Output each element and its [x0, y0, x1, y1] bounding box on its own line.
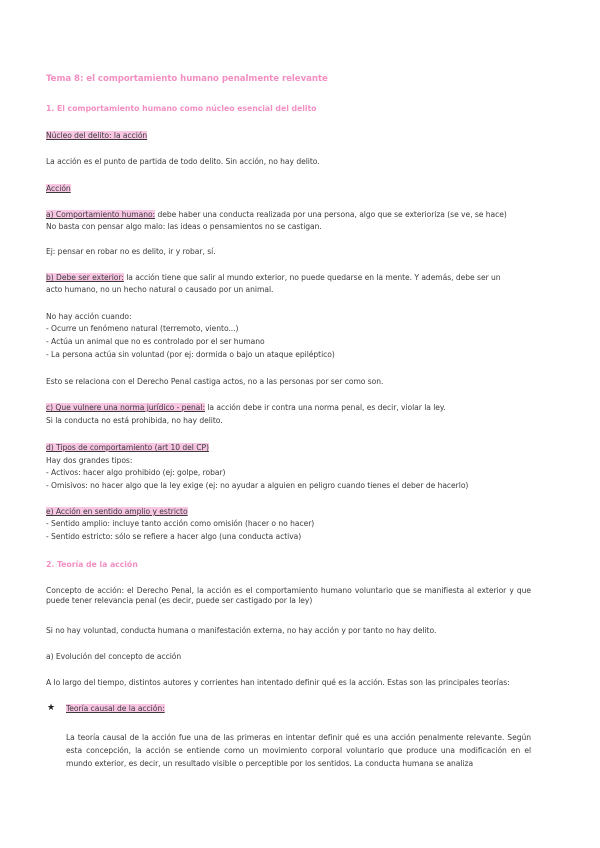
- point-b-line2: acto humano, no un hecho natural o causado por un animal.: [46, 285, 274, 294]
- point-b-text: la acción tiene que salir al mundo exterior, no puede quedarse en la mente. Y además, debe ser un: [123, 273, 501, 282]
- list-item: - Omisivos: no hacer algo que la ley exige (ej: no ayudar a alguien en peligro cuando tienes el deber de hacerlo): [46, 481, 469, 490]
- section-2-heading: 2. Teoría de la acción: [46, 560, 138, 569]
- teoria-causal-highlight: Teoría causal de la acción:: [66, 704, 165, 713]
- star-icon: ★: [47, 703, 56, 713]
- list-item: - Activos: hacer algo prohibido (ej: golpe, robar): [46, 468, 226, 477]
- teoria-causal-label: [66, 704, 165, 714]
- nucleo-text: La acción es el punto de partida de todo delito. Sin acción, no hay delito.: [46, 157, 320, 166]
- point-d-label-line: [46, 443, 209, 453]
- point-c-label: c) Que vulnere una norma jurídico - penal:: [46, 403, 205, 412]
- point-a-line2: No basta con pensar algo malo: las ideas o pensamientos no se castigan.: [46, 222, 322, 231]
- point-c-line1: [46, 403, 446, 413]
- point-c-text: la acción debe ir contra una norma penal, es decir, violar la ley.: [204, 403, 446, 412]
- point-e-label-line: [46, 507, 188, 517]
- point-a-label: a) Comportamiento humano:: [46, 210, 156, 219]
- point-b-label: b) Debe ser exterior:: [46, 273, 124, 282]
- list-item: - Sentido amplio: incluye tanto acción como omisión (hacer o no hacer): [46, 519, 315, 528]
- point-b-line1: [46, 273, 501, 283]
- point-b-note: Esto se relaciona con el Derecho Penal castiga actos, no a las personas por ser como son.: [46, 377, 384, 386]
- evolucion-heading: a) Evolución del concepto de acción: [46, 652, 182, 661]
- point-a-line1: [46, 210, 507, 220]
- accion-highlight: Acción: [46, 184, 71, 193]
- point-a-example: Ej: pensar en robar no es delito, ir y robar, sí.: [46, 247, 216, 256]
- point-c-line2: Si la conducta no está prohibida, no hay delito.: [46, 416, 223, 425]
- point-d-label: d) Tipos de comportamiento (art 10 del CP): [46, 443, 209, 452]
- accion-label: [46, 184, 71, 194]
- point-a-text: debe haber una conducta realizada por una persona, algo que se exterioriza (se ve, se hace): [155, 210, 507, 219]
- section-1-heading: 1. El comportamiento humano como núcleo esencial del delito: [46, 104, 317, 113]
- list-item: - Ocurre un fenómeno natural (terremoto, viento...): [46, 324, 239, 333]
- point-e-label: e) Acción en sentido amplio y estricto: [46, 507, 188, 516]
- intro-text: A lo largo del tiempo, distintos autores y corrientes han intentado definir qué es la acción. Estas son las principales teorías:: [46, 678, 510, 687]
- nucleo-label: [46, 131, 147, 141]
- no-accion-title: No hay acción cuando:: [46, 312, 132, 321]
- teoria-causal-paragraph: La teoría causal de la acción fue una de las primeras en intentar definir qué es una acción penalmente relevante. Según esta concepción, la acción se entiende como un movimiento corporal voluntario que produce una modificación en el mundo exterior, es decir, un resultado visible o perceptible por los sentidos. La conducta humana se analiza: [66, 733, 531, 768]
- document-title: Tema 8: el comportamiento humano penalmente relevante: [46, 74, 328, 84]
- concepto-paragraph: Concepto de acción: el Derecho Penal, la acción es el comportamiento humano voluntario que se manifiesta al exterior y que puede tener relevancia penal (es decir, puede ser castigado por la ley): [46, 586, 531, 605]
- list-item: - Actúa un animal que no es controlado por el ser humano: [46, 337, 265, 346]
- nucleo-highlight: Núcleo del delito: la acción: [46, 131, 148, 140]
- list-item: - Sentido estricto: sólo se refiere a hacer algo (una conducta activa): [46, 532, 302, 541]
- sin-voluntad-text: Si no hay voluntad, conducta humana o manifestación externa, no hay acción y por tanto no hay delito.: [46, 626, 437, 635]
- list-item: - La persona actúa sin voluntad (por ej: dormida o bajo un ataque epiléptico): [46, 350, 335, 359]
- point-d-line1: Hay dos grandes tipos:: [46, 456, 133, 465]
